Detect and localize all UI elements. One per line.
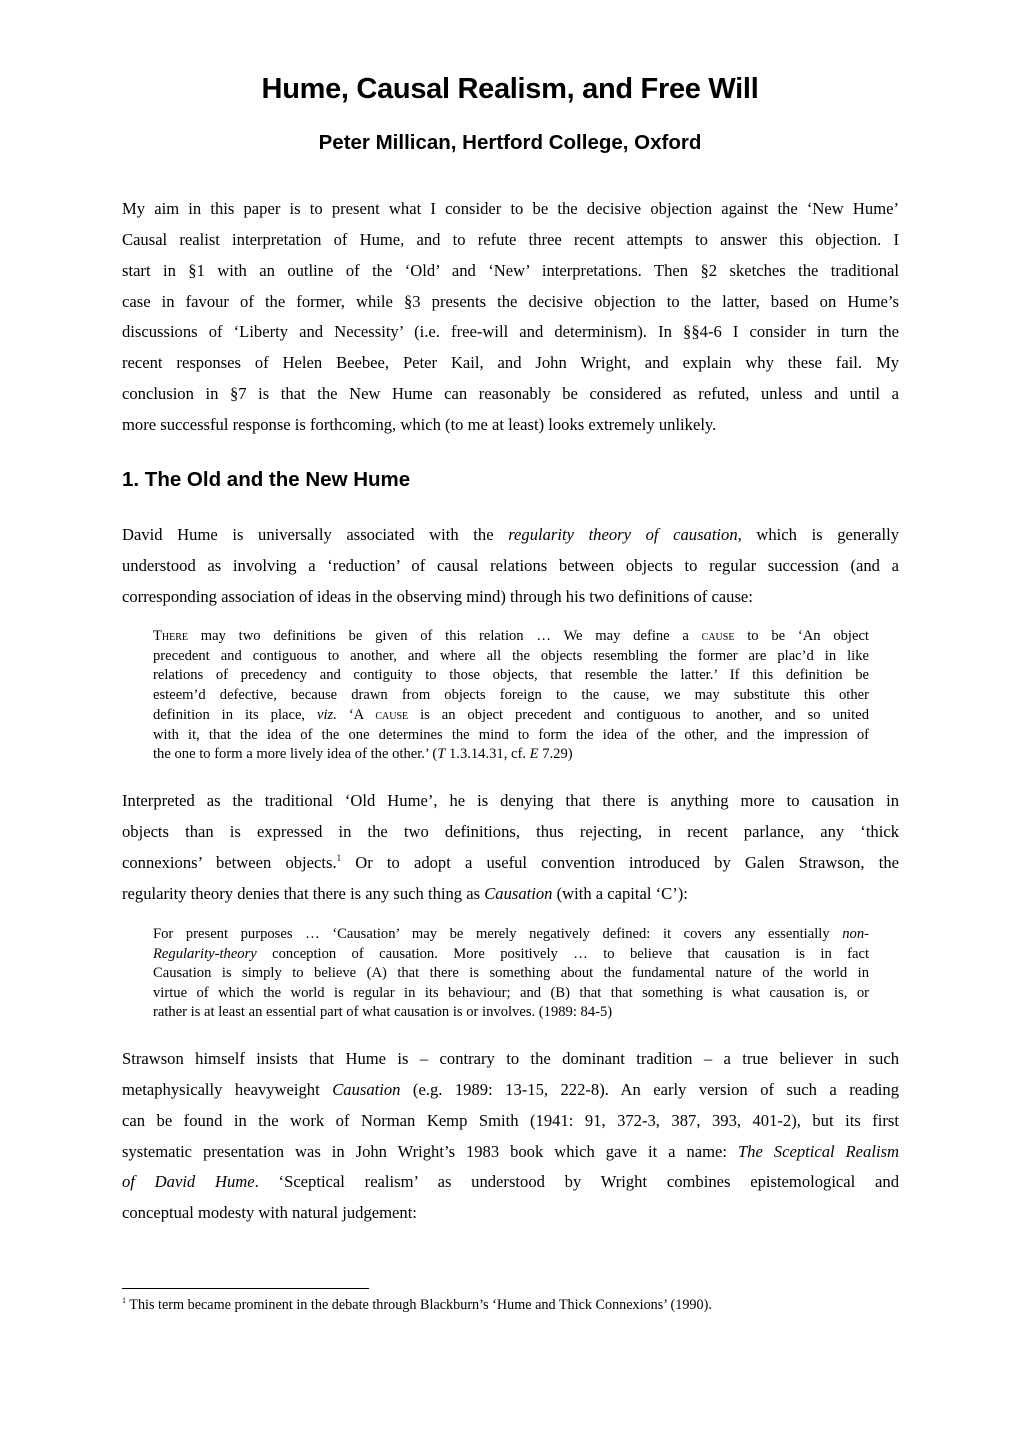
quote-line (153, 945, 869, 963)
text-span: , which is generally (737, 525, 899, 544)
quote-line: precedent and contiguous to another, and where all the objects resembling the former are plac’d in like (153, 648, 869, 664)
text-line: Causal realist interpretation of Hume, and to refute three recent attempts to answer this objection. I (122, 230, 899, 249)
text-span: Or to adopt a useful convention introduced by Galen Strawson, the (341, 853, 899, 872)
footnote-number: 1 (122, 1296, 126, 1305)
quote-line: relations of precedency and contiguity to those objects, that resemble the latter.’ If this definition be (153, 667, 869, 683)
text-span: may two definitions be given of this relation … We may define a (188, 628, 702, 644)
text-line: understood as involving a ‘reduction’ of causal relations between objects to regular succession (and a (122, 556, 899, 575)
italic-span: E (529, 746, 539, 762)
text-line: objects than is expressed in the two definitions, thus rejecting, in recent parlance, any ‘thick (122, 822, 899, 841)
italic-span: non- (842, 926, 869, 942)
text-line: Strawson himself insists that Hume is – contrary to the dominant tradition – a true believer in such (122, 1049, 899, 1068)
quote-line (153, 627, 869, 645)
book-title-span: The Sceptical Realism (737, 1142, 900, 1161)
italic-span: viz. (317, 707, 337, 723)
emphasis-regularity-theory: regularity theory of causation (508, 525, 738, 544)
book-title-span: of David Hume (122, 1172, 255, 1191)
text-line: start in §1 with an outline of the ‘Old’ and ‘New’ interpretations. Then §2 sketches the traditional (122, 261, 899, 280)
text-line: case in favour of the former, while §3 presents the decisive objection to the latter, based on Hume’s (122, 292, 899, 311)
footnote-separator (122, 1288, 369, 1289)
text-span: (e.g. 1989: 13-15, 222-8). An early version of such a reading (400, 1080, 899, 1099)
quote-line (153, 706, 869, 724)
text-span: is an object precedent and contiguous to another, and so united (408, 707, 869, 723)
author-affiliation: Peter Millican, Hertford College, Oxford (318, 131, 702, 154)
quote-line (153, 925, 869, 943)
quote-line (153, 745, 869, 763)
text-line: Interpreted as the traditional ‘Old Hume’, he is denying that there is anything more to causation in (122, 791, 899, 810)
small-caps-span: cause (375, 707, 409, 723)
text-span: the one to form a more lively idea of the other.’ ( (153, 746, 438, 762)
text-line (122, 1142, 899, 1162)
text-span: metaphysically heavyweight (122, 1080, 333, 1099)
paper-title: Hume, Causal Realism, and Free Will (261, 73, 759, 105)
quote-line: esteem’d defective, because drawn from objects foreign to the cause, we may substitute this other (153, 687, 869, 703)
text-span: to be ‘An object (734, 628, 869, 644)
text-span: ‘A (336, 707, 376, 723)
footnote-reference[interactable]: 1 (336, 853, 342, 863)
quote-line: virtue of which the world is regular in its behaviour; and (B) that that something is what causation is, or (153, 985, 869, 1001)
text-line: recent responses of Helen Beebee, Peter Kail, and John Wright, and explain why these fail. My (122, 353, 899, 372)
text-line: discussions of ‘Liberty and Necessity’ (i.e. free-will and determinism). In §§4-6 I consider in turn the (122, 322, 899, 341)
text-line: conclusion in §7 is that the New Hume can reasonably be considered as refuted, unless and until a (122, 384, 899, 403)
text-span: systematic presentation was in John Wright’s 1983 book which gave it a name: (122, 1142, 738, 1161)
text-span: 1.3.14.31, cf. (445, 746, 530, 762)
quote-line: with it, that the idea of the one determines the mind to form the idea of the other, and the impression of (153, 727, 869, 743)
section-heading: 1. The Old and the New Hume (122, 468, 411, 491)
small-caps-span: cause (701, 628, 735, 644)
italic-span: T (437, 746, 446, 762)
text-line (122, 853, 899, 873)
footnote (122, 1296, 712, 1314)
text-span: (with a capital ‘C’): (552, 884, 688, 903)
text-span: For present purposes … ‘Causation’ may be merely negatively defined: it covers any essentially (153, 926, 843, 942)
text-line: My aim in this paper is to present what I consider to be the decisive objection against the ‘New Hume’ (122, 199, 899, 218)
text-span: connexions’ between objects. (122, 853, 337, 872)
italic-span: Regularity-theory (153, 946, 257, 962)
text-span: David Hume is universally associated with the (122, 525, 509, 544)
text-line (122, 884, 899, 904)
quote-line: rather is at least an essential part of what causation is or involves. (1989: 84-5) (153, 1004, 613, 1020)
footnote-text: This term became prominent in the debate through Blackburn’s ‘Hume and Thick Connexions’ (1990). (126, 1297, 712, 1313)
small-caps-span: There (153, 628, 189, 644)
text-span: 7.29) (538, 746, 573, 762)
italic-span: Causation (332, 1080, 401, 1099)
text-line (122, 525, 899, 545)
text-span: . ‘Sceptical realism’ as understood by Wright combines epistemological and (254, 1172, 900, 1191)
text-span: definition in its place, (153, 707, 318, 723)
text-span: regularity theory denies that there is any such thing as (122, 884, 485, 903)
text-line: more successful response is forthcoming, which (to me at least) looks extremely unlikely. (122, 415, 717, 434)
text-line (122, 1172, 899, 1192)
text-line: conceptual modesty with natural judgement: (122, 1203, 417, 1222)
text-line (122, 1080, 899, 1100)
italic-span: Causation (484, 884, 553, 903)
text-line: corresponding association of ideas in the observing mind) through his two definitions of cause: (122, 587, 753, 606)
quote-line: Causation is simply to believe (A) that there is something about the fundamental nature of the world in (153, 965, 869, 981)
text-line: can be found in the work of Norman Kemp Smith (1941: 91, 372-3, 387, 393, 401-2), but its first (122, 1111, 899, 1130)
text-span: conception of causation. More positively … to believe that causation is in fact (256, 946, 869, 962)
